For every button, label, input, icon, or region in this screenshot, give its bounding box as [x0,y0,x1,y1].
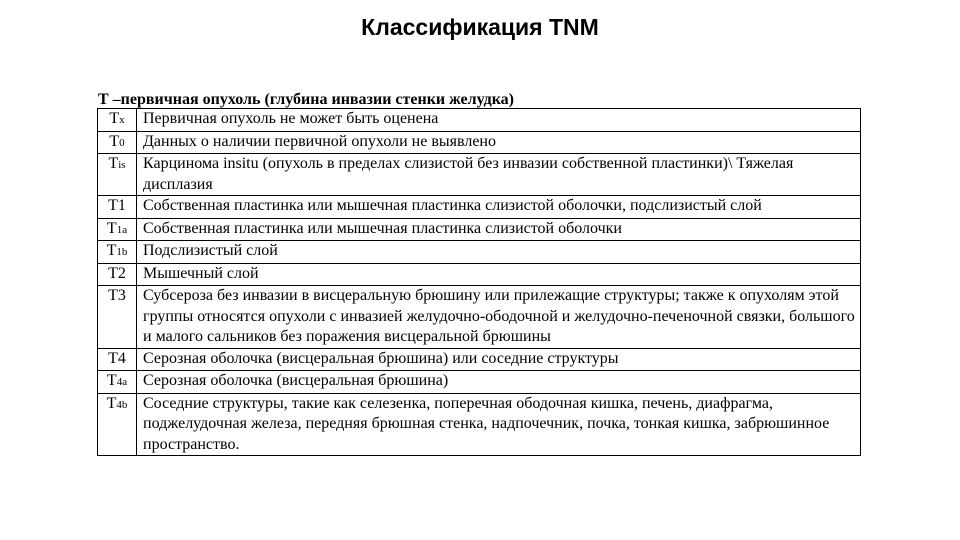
stage-description: Первичная опухоль не может быть оценена [137,109,861,132]
table-row [98,263,861,286]
stage-code: T1a [98,218,137,241]
table-row [98,393,861,456]
tnm-table [97,108,861,456]
stage-description: Серозная оболочка (висцеральная брюшина) [137,371,861,394]
stage-description: Данных о наличии первичной опухоли не выявлено [137,131,861,154]
tnm-table-body [98,109,861,456]
stage-code: T0 [98,131,137,154]
stage-code: Tis [98,154,137,196]
stage-code: T3 [98,286,137,349]
slide-title: Классификация TNM [361,14,599,40]
stage-description: Карцинома insitu (опухоль в пределах слизистой без инвазии собственной пластинки)\ Тяжелая дисплазия [137,154,861,196]
table-row [98,286,861,349]
stage-code: Tx [98,109,137,132]
table-row [98,218,861,241]
stage-code: T1b [98,241,137,264]
stage-code: T4 [98,348,137,371]
stage-description: Мышечный слой [137,263,861,286]
stage-description: Собственная пластинка или мышечная пластинка слизистой оболочки [137,218,861,241]
stage-code: T1 [98,196,137,219]
table-row [98,154,861,196]
stage-code: T2 [98,263,137,286]
stage-description: Собственная пластинка или мышечная пластинка слизистой оболочки, подслизистый слой [137,196,861,219]
table-row [98,371,861,394]
stage-code: T4a [98,371,137,394]
stage-description: Соседние структуры, такие как селезенка, поперечная ободочная кишка, печень, диафрагма, поджелудочная железа, передняя брюшная стенка, надпочечник, почка, тонкая кишка, забрюшинное пространство. [137,393,861,456]
table-row [98,241,861,264]
table-caption: Т –первичная опухоль (глубина инвазии стенки желудка) [98,91,514,108]
table-row [98,348,861,371]
stage-description: Подслизистый слой [137,241,861,264]
stage-code: T4b [98,393,137,456]
stage-description: Серозная оболочка (висцеральная брюшина) или соседние структуры [137,348,861,371]
stage-description: Субсероза без инвазии в висцеральную брюшину или прилежащие структуры; также к опухолям этой группы относятся опухоли с инвазией желудочно-ободочной и желудочно-печеночной связки, большого и малого сальников без поражения висцеральной брюшины [137,286,861,349]
table-row [98,131,861,154]
table-row [98,196,861,219]
table-row [98,109,861,132]
